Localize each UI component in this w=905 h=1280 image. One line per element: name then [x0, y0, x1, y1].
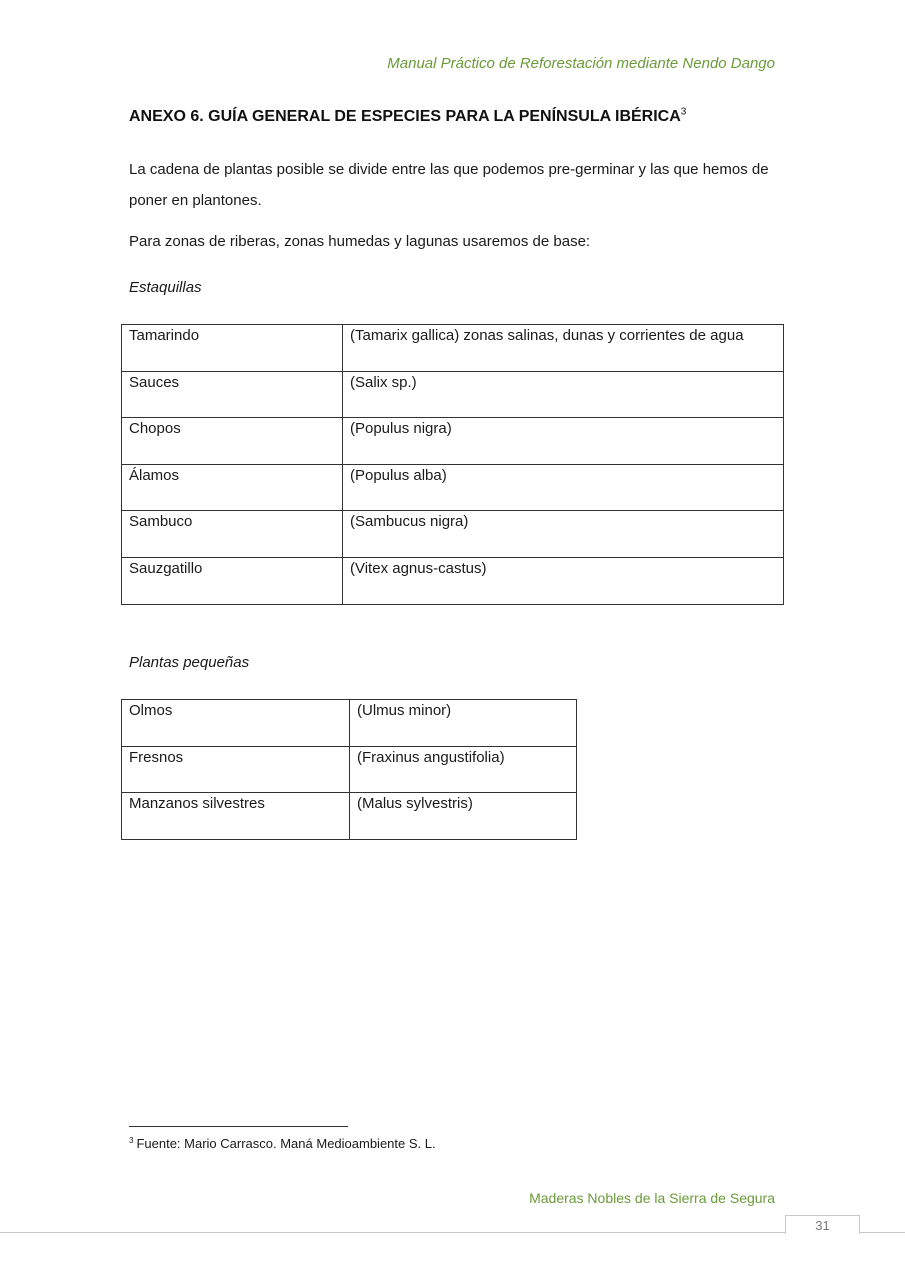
running-header: Manual Práctico de Reforestación mediante Nendo Dango — [387, 55, 775, 72]
estaquillas-subheading: Estaquillas — [129, 279, 202, 296]
annex-heading-text: ANEXO 6. GUÍA GENERAL DE ESPECIES PARA LA PENÍNSULA IBÉRICA — [129, 108, 681, 125]
table-row — [122, 371, 784, 418]
species-cell: (Salix sp.) — [343, 371, 784, 418]
footnote — [129, 1136, 436, 1151]
page-number: 31 — [785, 1215, 860, 1234]
footnote-separator — [129, 1126, 348, 1127]
species-cell: (Populus nigra) — [343, 418, 784, 465]
riberas-paragraph: Para zonas de riberas, zonas humedas y lagunas usaremos de base: — [129, 233, 591, 250]
table-row — [122, 464, 784, 511]
common-name-cell: Chopos — [122, 418, 343, 465]
plantas-pequenas-table — [121, 699, 577, 840]
running-footer: Maderas Nobles de la Sierra de Segura — [529, 1190, 775, 1206]
common-name-cell: Fresnos — [122, 746, 350, 793]
common-name-cell: Álamos — [122, 464, 343, 511]
species-cell: (Ulmus minor) — [350, 700, 577, 747]
species-cell: (Tamarix gallica) zonas salinas, dunas y corrientes de agua — [343, 325, 784, 372]
plantas-pequenas-subheading: Plantas pequeñas — [129, 654, 250, 671]
annex-heading — [129, 108, 686, 126]
heading-footnote-ref: 3 — [680, 106, 687, 118]
common-name-cell: Sambuco — [122, 511, 343, 558]
table-row — [122, 793, 577, 840]
species-cell: (Sambucus nigra) — [343, 511, 784, 558]
species-cell: (Malus sylvestris) — [350, 793, 577, 840]
species-cell: (Populus alba) — [343, 464, 784, 511]
footnote-number: 3 — [129, 1135, 134, 1145]
species-cell: (Fraxinus angustifolia) — [350, 746, 577, 793]
common-name-cell: Sauces — [122, 371, 343, 418]
table-row — [122, 557, 784, 604]
table-row — [122, 418, 784, 465]
table-row — [122, 746, 577, 793]
footer-rule — [0, 1232, 905, 1233]
common-name-cell: Tamarindo — [122, 325, 343, 372]
table-row — [122, 700, 577, 747]
estaquillas-table — [121, 324, 784, 605]
table-row — [122, 325, 784, 372]
intro-paragraph: La cadena de plantas posible se divide entre las que podemos pre-germinar y las que hemos de poner en plantones. — [129, 161, 769, 209]
footnote-text: Fuente: Mario Carrasco. Maná Medioambiente S. L. — [136, 1136, 436, 1151]
species-cell: (Vitex agnus-castus) — [343, 557, 784, 604]
common-name-cell: Olmos — [122, 700, 350, 747]
common-name-cell: Sauzgatillo — [122, 557, 343, 604]
common-name-cell: Manzanos silvestres — [122, 793, 350, 840]
table-row — [122, 511, 784, 558]
